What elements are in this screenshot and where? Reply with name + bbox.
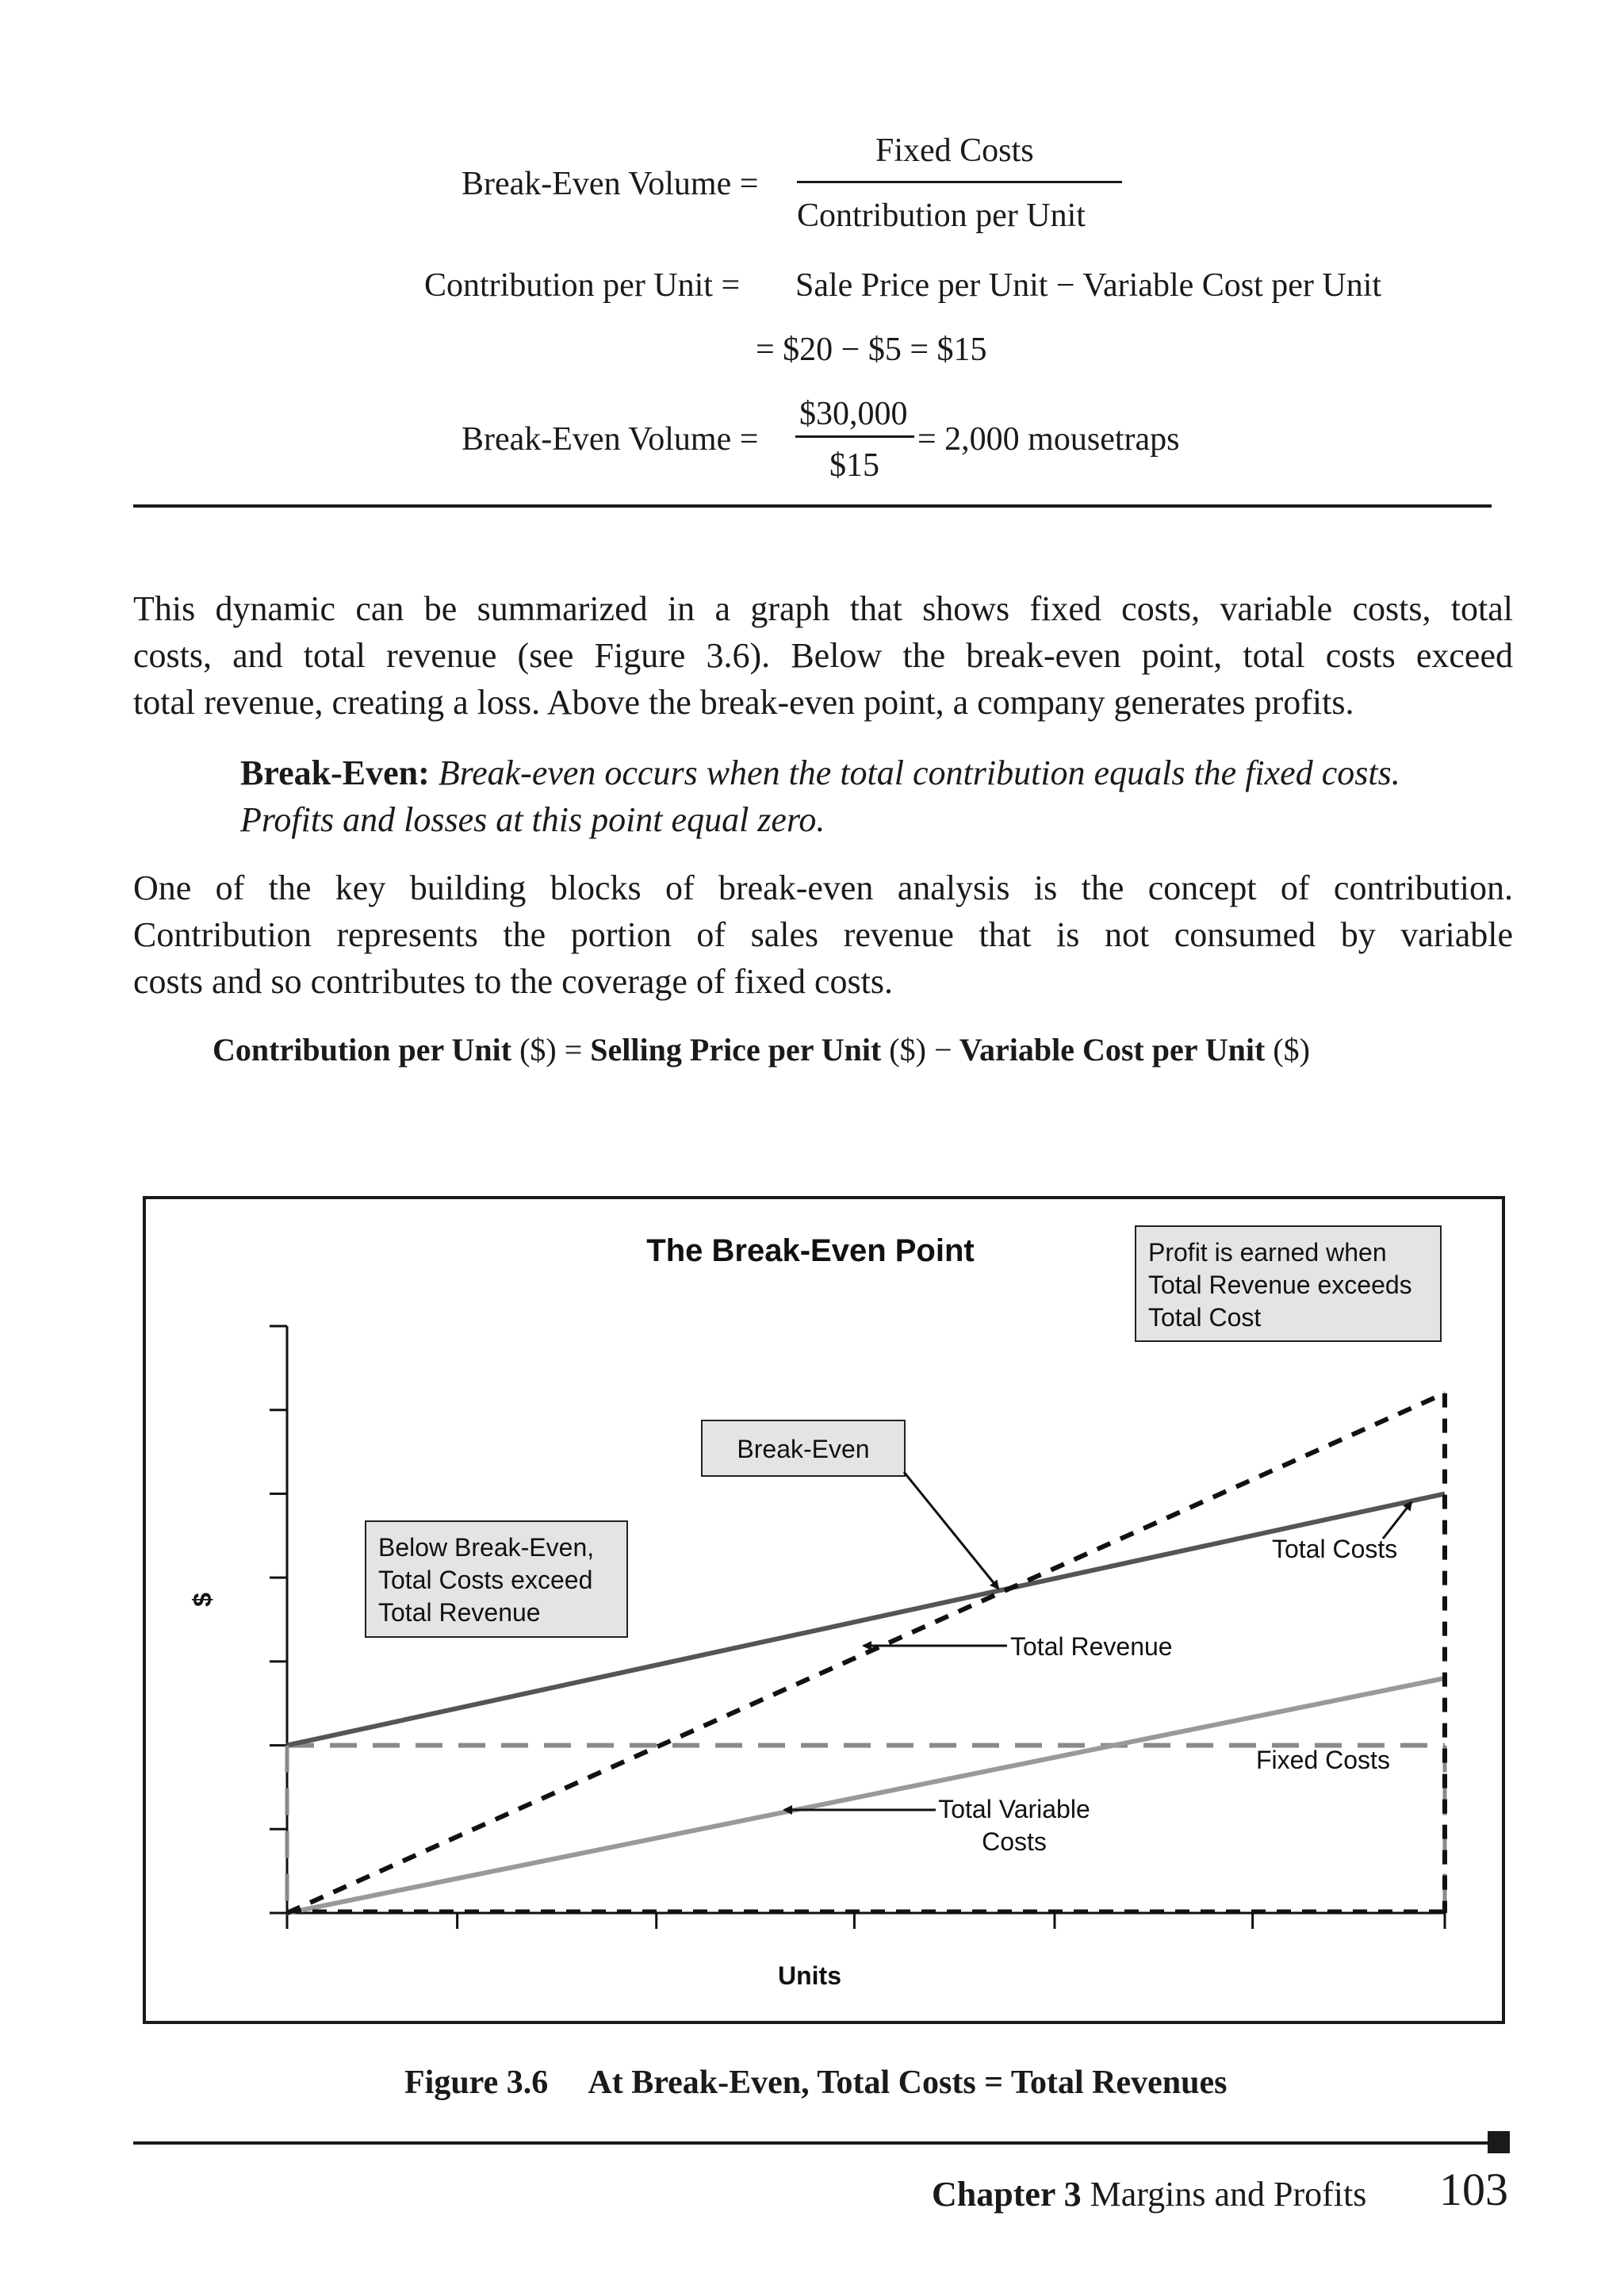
annotation-text: Break-Even: [737, 1435, 870, 1463]
annotation-text: Below Break-Even,: [378, 1533, 595, 1562]
caption-text: At Break-Even, Total Costs = Total Revenues: [588, 2064, 1228, 2101]
definition-text: Profits and losses at this point equal zero.: [240, 800, 825, 839]
caption-label: Figure 3.6: [404, 2064, 549, 2101]
total-variable-label: Costs: [982, 1827, 1047, 1856]
formula-operator: =: [564, 1032, 583, 1068]
total-variable-label: Total Variable: [938, 1795, 1090, 1823]
y-axis-label: $: [188, 1593, 216, 1607]
annotation-text: Total Cost: [1148, 1303, 1262, 1332]
fraction-bar: [797, 181, 1122, 183]
paragraph-contribution: [133, 864, 1513, 1005]
page-footer: [932, 2164, 1508, 2215]
contribution-formula: [213, 1031, 1310, 1068]
chart-title: The Break-Even Point: [646, 1233, 975, 1268]
bev-denominator: Contribution per Unit: [797, 197, 1086, 234]
page-number: 103: [1439, 2164, 1508, 2215]
cpu-value: = $20 − $5 = $15: [756, 332, 987, 368]
bev-numerator: Fixed Costs: [875, 132, 1034, 169]
footer-chapter: Chapter 3: [932, 2175, 1082, 2214]
x-axis-label: Units: [778, 1961, 841, 1990]
text-line: costs and so contributes to the coverage of fixed costs.: [133, 962, 893, 1001]
bev2-label: Break-Even Volume =: [462, 421, 759, 458]
fraction-bar: [795, 435, 914, 438]
total-revenue-label: Total Revenue: [1010, 1632, 1173, 1661]
bev2-result: = 2,000 mousetraps: [917, 421, 1180, 458]
break-even-arrow: [904, 1472, 998, 1589]
cpu-expression: Sale Price per Unit − Variable Cost per Unit: [795, 267, 1382, 304]
text-line: Contribution represents the portion of sales revenue that is not consumed by variable: [133, 915, 1513, 954]
bev2-numerator: $30,000: [799, 396, 908, 432]
footer-square-marker: [1488, 2131, 1510, 2153]
text-line: One of the key building blocks of break-even analysis is the concept of contribution.: [133, 868, 1513, 907]
series-total-variable-costs: [287, 1678, 1445, 1913]
bev2-denominator: $15: [829, 447, 879, 484]
break-even-chart: [143, 1196, 1505, 2024]
annotation-text: Total Revenue exceeds: [1148, 1271, 1412, 1299]
definition-term: Break-Even:: [240, 753, 430, 792]
formula-unit: ($): [519, 1032, 557, 1068]
fixed-costs-label: Fixed Costs: [1256, 1746, 1390, 1774]
formula-term: Selling Price per Unit: [590, 1032, 882, 1068]
chart-svg: [146, 1199, 1502, 2021]
cpu-label: Contribution per Unit =: [424, 267, 741, 304]
formula-unit: ($): [1273, 1032, 1310, 1068]
text-line: total revenue, creating a loss. Above the break-even point, a company generates profits.: [133, 683, 1354, 722]
paragraph-summary: [133, 585, 1513, 726]
annotation-text: Total Revenue: [378, 1598, 541, 1627]
formula-operator: −: [933, 1032, 952, 1068]
total-costs-label: Total Costs: [1272, 1535, 1398, 1563]
annotation-text: Profit is earned when: [1148, 1238, 1387, 1267]
footer-title: Margins and Profits: [1090, 2175, 1367, 2214]
formula-term: Variable Cost per Unit: [959, 1032, 1266, 1068]
formula-term: Contribution per Unit: [213, 1032, 512, 1068]
formula-unit: ($): [889, 1032, 926, 1068]
section-divider: [133, 504, 1492, 508]
annotation-text: Total Costs exceed: [378, 1566, 593, 1594]
definition-block: [240, 749, 1541, 843]
bev-label: Break-Even Volume =: [462, 166, 759, 202]
text-line: This dynamic can be summarized in a graph that shows fixed costs, variable costs, total: [133, 589, 1513, 628]
definition-text: Break-even occurs when the total contribution equals the fixed costs.: [438, 753, 1400, 792]
text-line: costs, and total revenue (see Figure 3.6). Below the break-even point, total costs exceed: [133, 636, 1513, 675]
figure-caption: [404, 2064, 1228, 2102]
footer-rule: [133, 2141, 1497, 2145]
